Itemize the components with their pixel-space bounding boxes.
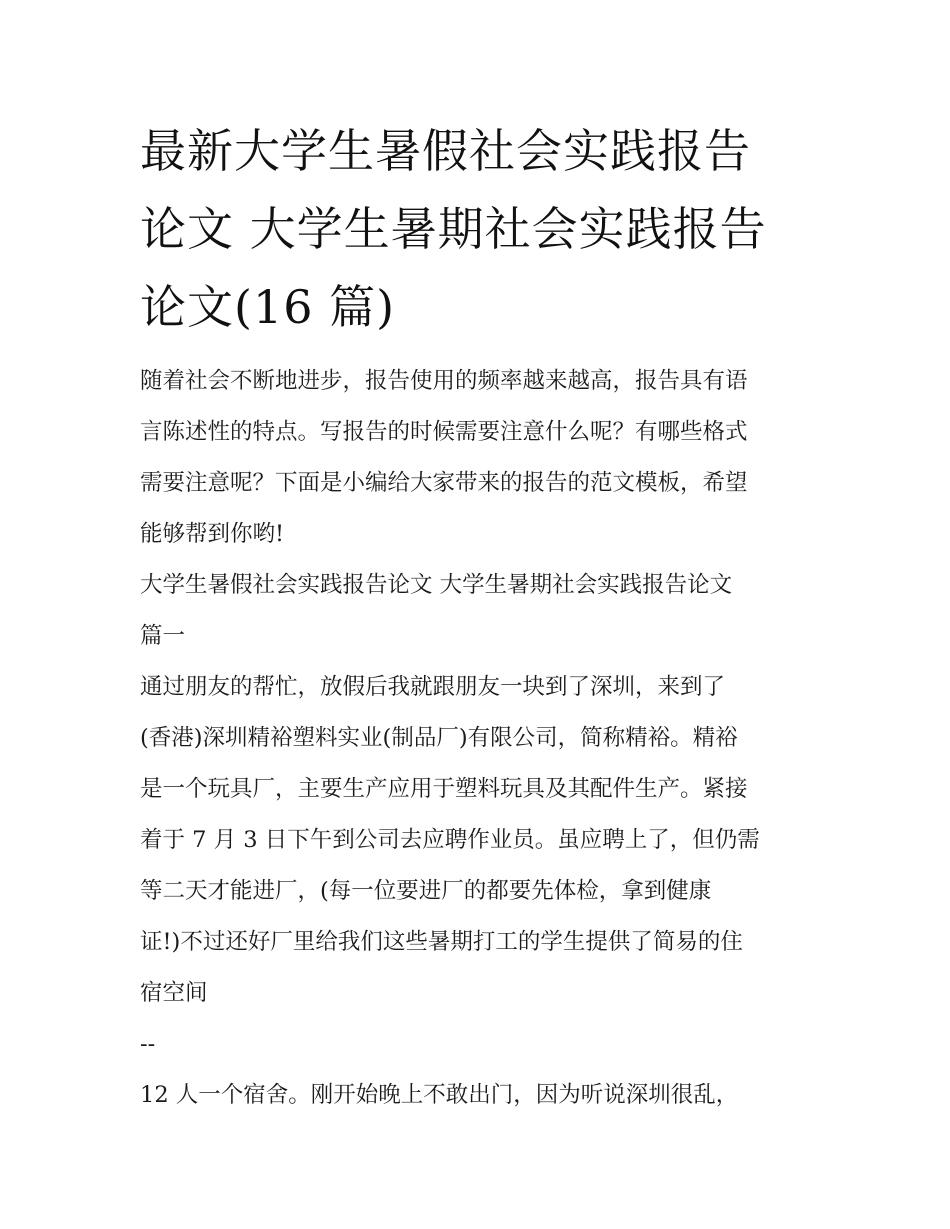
- body-line: 证!)不过还好厂里给我们这些暑期打工的学生提供了简易的住: [140, 929, 743, 955]
- body-line: 着于 7 月 3 日下午到公司去应聘作业员。虽应聘上了，但仍需: [140, 827, 760, 853]
- section-heading-line: 大学生暑假社会实践报告论文 大学生暑期社会实践报告论文: [140, 572, 733, 598]
- body-line: 12 人一个宿舍。刚开始晚上不敢出门，因为听说深圳很乱，: [140, 1082, 739, 1108]
- body-line: 需要注意呢？下面是小编给大家带来的报告的范文模板，希望: [140, 470, 748, 496]
- section-heading-line: 篇一: [140, 623, 186, 649]
- body-line: 是一个玩具厂，主要生产应用于塑料玩具及其配件生产。紧接: [140, 776, 748, 802]
- separator-line: --: [140, 1031, 156, 1057]
- body-line: 随着社会不断地进步，报告使用的频率越来越高，报告具有语: [140, 368, 748, 394]
- document-title: [140, 112, 820, 346]
- body-line: 通过朋友的帮忙，放假后我就跟朋友一块到了深圳，来到了: [140, 674, 726, 700]
- document-body: [140, 356, 830, 1121]
- body-line: (香港)深圳精裕塑料实业(制品厂)有限公司，简称精裕。精裕: [140, 725, 738, 751]
- body-line: 能够帮到你哟!: [140, 521, 285, 547]
- body-line: 言陈述性的特点。写报告的时候需要注意什么呢？有哪些格式: [140, 419, 748, 445]
- title-line: 最新大学生暑假社会实践报告: [140, 124, 751, 178]
- title-line: 论文 大学生暑期社会实践报告: [140, 202, 767, 256]
- body-line: 宿空间: [140, 980, 208, 1006]
- title-line: 论文(16 篇): [140, 280, 396, 334]
- body-line: 等二天才能进厂，(每一位要进厂的都要先体检，拿到健康: [140, 878, 712, 904]
